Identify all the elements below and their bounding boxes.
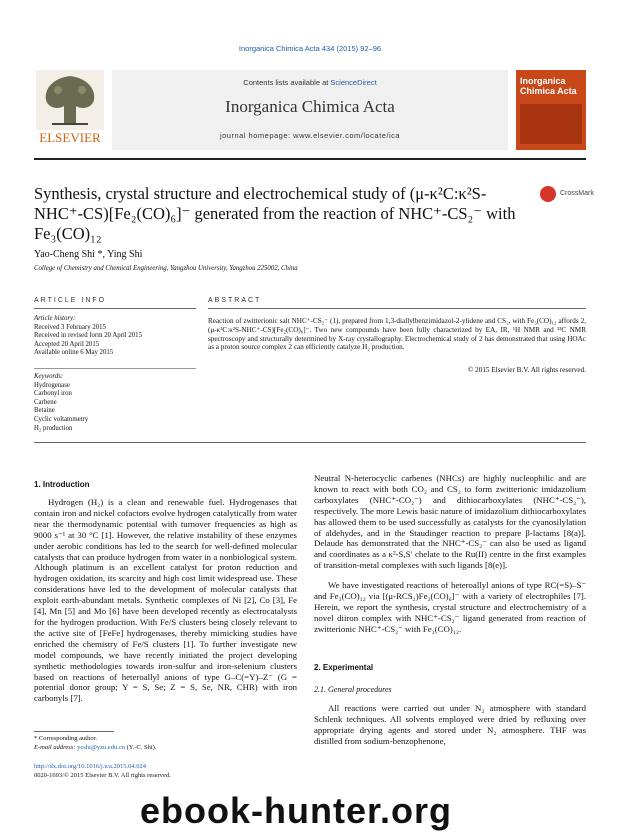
article-history: [34, 315, 196, 358]
intro-paragraph: Hydrogen (H₂) is a clean and renewable fuel. Hydrogenases that contain iron and nickel cofactors evolve hydrogen catalytically from water near the thermodynamic potential with turnover frequencies as high as 9000 s⁻¹ at 30 °C [1]. However, the relative instability of these enzymes under aerobic conditions has led to the search for well-defined molecular catalysts that can produce hydrogen from water in a nonbiological system. Although platinum is an excellent catalyst for proton reduction and hydrogen oxidation, its scarcity and high cost limit widespread use. These considerations have led to the development of molecular catalysts that exploit earth-abundant metals. Synthetic complexes of Ni [2], Co [3], Fe [4], Mn [5] and Mo [6] have been developed recently as electrocatalysts for the hydrogen production. With Fe/S clusters being closely relevant to the active site of [FeFe] hydrogenases, thereby mimicking studies have enriched the chemistry of Fe/S clusters [1]. To further investigate new model compounds, we have recently initiated the project developing synthetic methodologies towards iron-sulfur and iron-selenium clusters based on reactions of heteroallyl anions of type G–C(=Y)–Z⁻ (G = potential donor group; Y = S, Se; Z = S, Se, NR, CHR) with iron carbonyls [7].: [34, 497, 297, 704]
general-procedures-heading: 2.1. General procedures: [314, 685, 392, 694]
article-info-rule: [34, 308, 196, 309]
journal-reference[interactable]: Inorganica Chimica Acta 434 (2015) 92–96: [238, 44, 382, 53]
keyword-item: Hydrogenase: [34, 381, 70, 389]
keyword-item: H₂ production: [34, 424, 73, 432]
watermark: ebook-hunter.org: [140, 790, 452, 831]
authors: Yao-Cheng Shi *, Ying Shi: [34, 249, 143, 260]
email-line: [34, 744, 297, 753]
keywords-label: Keywords:: [34, 373, 64, 380]
header-rule: [34, 158, 586, 160]
intro-heading: 1. Introduction: [34, 480, 90, 489]
doi-block: [34, 763, 171, 780]
body-paragraph: Neutral N-heterocyclic carbenes (NHCs) are highly nucleophilic and are known to react with both CO₂ and CS₂ to form zwitterionic imidazolium carboxylates (NHC⁺-CO₂⁻) and dithiocarboxylates (NHC⁺-CS₂⁻), respectively. The more Lewis basic nature of imidazolium dithiocarboxylates has allowed them to be used successfully as catalysts for the cyanosilylation of aldehydes, and in the Staudinger reaction to prepare β-lactams [8(a)]. Delaude has demonstrated that the NHC⁺-CS₂⁻ can also be used as ligand and coordinates as a κ²-S,S′ chelate to the Ru(II) centre in the first examples of transition-metal complexes with such ligands [8(e)].: [314, 473, 586, 571]
journal-title: Inorganica Chimica Acta: [225, 97, 395, 116]
crossmark-label: CrossMark: [560, 190, 594, 197]
issn-line: 0020-1693/© 2015 Elsevier B.V. All rights reserved.: [34, 771, 171, 779]
history-item: Accepted 20 April 2015: [34, 340, 100, 348]
journal-header: [120, 74, 500, 140]
keywords-rule: [34, 368, 196, 369]
corresponding-author: * Corresponding author.: [34, 735, 98, 742]
body-rule: [34, 442, 586, 443]
keywords: [34, 373, 196, 433]
article-info-heading: ARTICLE INFO: [34, 297, 107, 304]
doi-link[interactable]: http://dx.doi.org/10.1016/j.ica.2015.04.024: [34, 763, 147, 770]
email-label: E-mail address:: [34, 743, 78, 751]
history-item: Received in revised form 20 April 2015: [34, 332, 142, 340]
keyword-item: Carbene: [34, 398, 57, 406]
contents-prefix: Contents lists available at: [243, 78, 331, 87]
publisher-wordmark: ELSEVIER: [39, 130, 101, 145]
journal-homepage[interactable]: journal homepage: www.elsevier.com/locate/ica: [219, 131, 401, 140]
crossmark-badge[interactable]: [540, 186, 594, 206]
history-label: Article history:: [34, 315, 76, 322]
journal-cover: [516, 70, 586, 150]
body-paragraph: We have investigated reactions of heteroallyl anions of type RC(=S)–S⁻ and Fe₃(CO)₁₂ via [(μ-RCS₂)Fe₂(CO)₆]⁻ with a variety of electrophiles [7]. Herein, we report the synthesis, crystal structure and electrochemistry of a novel diiron complex with NHC⁺-CS₂⁻ ligand generated from reaction of zwitterionic NHC⁺-CS₂⁻ with Fe₃(CO)₁₂.: [314, 580, 586, 634]
footnote-rule: [34, 731, 114, 732]
cover-title: Inorganica Chimica Acta: [520, 76, 577, 96]
cover-artwork: [520, 104, 582, 144]
footnote: [34, 735, 297, 752]
body-paragraph: All reactions were carried out under N₂ atmosphere with standard Schlenk techniques. All solvents employed were dried by refluxing over appropriate drying agents and stored under N₂ atmosphere. THF was distilled from sodium-benzophenone,: [314, 703, 586, 746]
keyword-item: Carbonyl iron: [34, 390, 72, 398]
experimental-heading: 2. Experimental: [314, 663, 374, 672]
abstract-rule: [208, 308, 586, 309]
abstract-copyright: © 2015 Elsevier B.V. All rights reserved.: [467, 366, 586, 374]
abstract-heading: ABSTRACT: [208, 297, 262, 304]
keyword-item: Cyclic voltammetry: [34, 415, 89, 423]
affiliation: College of Chemistry and Chemical Engineering, Yangzhou University, Yangzhou 225002, China: [34, 265, 298, 272]
contents-line: [120, 78, 500, 87]
sciencedirect-link[interactable]: ScienceDirect: [330, 78, 377, 87]
abstract-text: Reaction of zwitterionic salt NHC⁺-CS₂⁻ (1), prepared from 1,3-diallylbenzimidazol-2-ylidene and CS₂, with Fe₃(CO)₁₂ affords 2, (μ-κ²C:κ²S-NHC⁺-CS)[Fe₂(CO)₆]⁻. Two new compounds have been fully characterized by EA, IR, ¹H NMR and ¹³C NMR spectroscopy and structurally determined by X-ray crystallography. Electrochemical study of 2 has demonstrated that using HOAc as a proton source complex 2 can efficiently catalyze H₂ production.: [208, 317, 586, 352]
email-link[interactable]: ycshi@yzu.edu.cn: [77, 743, 125, 751]
email-suffix: (Y.-C. Shi).: [124, 743, 157, 751]
keyword-item: Betaine: [34, 407, 55, 415]
history-item: Received 3 February 2015: [34, 323, 106, 331]
elsevier-logo: [34, 68, 106, 148]
history-item: Available online 6 May 2015: [34, 349, 114, 357]
crossmark-icon: [540, 186, 556, 202]
article-title: Synthesis, crystal structure and electrochemical study of (μ-κ²C:κ²S-NHC⁺-CS)[Fe₂(CO)₆]⁻ generated from the reaction of NHC⁺-CS₂⁻ with Fe₃(CO)₁₂: [34, 184, 516, 243]
